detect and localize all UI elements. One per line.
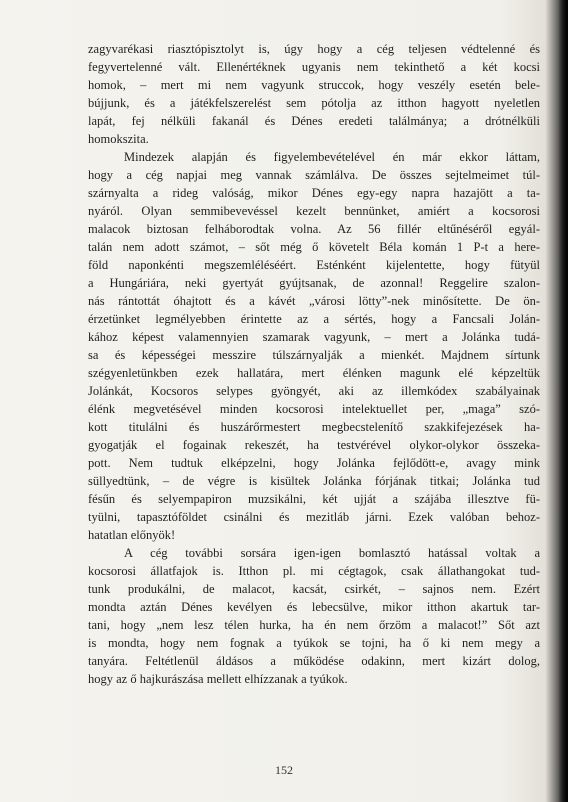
text-line: lapát, fej nélküli fakanál és Dénes eredeti találmánya; a drótnélküli [88, 114, 540, 128]
page-number: 152 [275, 763, 293, 777]
text-line: Jolánkát, Kocsoros selypes gyöngyét, aki az illemkódex szabályainak [88, 384, 540, 398]
text-line: kott titulálni és huszárőrmestert megbecstelenítő szakkifejezések ha- [88, 420, 540, 434]
text-line: tani, hogy „nem lesz télen hurka, ha én nem őrzöm a malacot!” Sőt azt [88, 618, 540, 632]
page-edge-shadow [558, 0, 568, 802]
text-line: föld naponkénti megszemléléséért. Esténként kijelentette, hogy fütyül [88, 258, 540, 272]
text-line: gyogatják el fogainak rekeszét, ha testvérével olykor-olykor összeka- [88, 438, 540, 452]
text-line: tanyára. Feltétlenül áldásos a működése odakinn, mert kizárt dolog, [88, 654, 540, 668]
text-line: a Hungáriára, neki gyertyát gyújtsanak, de azonnal! Reggelire szalon- [88, 276, 540, 290]
text-line: élénk megvetésével minden kocsorosi intelektuellet per, „maga” szó- [88, 402, 540, 416]
text-line: hogy a cég napjai meg vannak számlálva. De összes sejtelmeimet túl- [88, 168, 540, 182]
paragraph-first-line: Mindezek alapján és figyelembevételével én már ekkor láttam, [124, 150, 540, 164]
text-line: szégyenletünkben ezek hallatára, mert élénken magunk elé képzeltük [88, 366, 540, 380]
text-line: mondta aztán Dénes kevélyen és lebecsülve, mikor itthon akartuk tar- [88, 600, 540, 614]
text-line: zagyvarékasi riasztópisztolyt is, úgy hogy a cég teljesen védtelenné és [88, 42, 540, 56]
text-line: homok, – mert mi nem vagyunk struccok, hogy veszély esetén bele- [88, 78, 540, 92]
body-text [88, 40, 540, 688]
text-line: talán nem adott számot, – sőt még ő követelt Béla komán 1 P-t a here- [88, 240, 540, 254]
paragraph-first-line: A cég további sorsára igen-igen bomlasztó hatással voltak a [124, 546, 540, 560]
text-line: tunk produkálni, de malacot, kacsát, csirkét, – sajnos nem. Ezért [88, 582, 540, 596]
text-line: érzetünket legmélyebben érintette az a sértés, hogy a Fancsali Jolán- [88, 312, 540, 326]
text-line: tyülni, tapasztóföldet csinálni és mezitláb járni. Ezek valóban behoz- [88, 510, 540, 524]
text-line: pott. Nem tudtuk elképzelni, hogy Jolánka fejlődött-e, avagy mink [88, 456, 540, 470]
text-line: süllyedtünk, – de végre is kisültek Jolánka fórjának titkai; Jolánka tud [88, 474, 540, 488]
text-line: is mondta, hogy nem fognak a tyúkok se tojni, ha ő ki nem megy a [88, 636, 540, 650]
text-line: fegyvertelenné vált. Ellenértéknek ugyanis nem tekinthető a két kocsi [88, 60, 540, 74]
text-line: szárnyalta a rideg valóság, mikor Dénes egy-egy napra hazajött a ta- [88, 186, 540, 200]
text-line: homokszita. [88, 132, 149, 146]
text-line: sa és képességei messzire túlszárnyalják a mienkét. Majdnem sírtunk [88, 348, 540, 362]
text-line: fésűn és selyempapiron muzsikálni, két ujját a szájába illesztve fü- [88, 492, 540, 506]
text-line: kához képest valamennyien szamarak vagyunk, – mert a Jolánka tudá- [88, 330, 540, 344]
text-line: nás rántottát óhajtott és a kávét „városi lötty”-nek minősítette. De ön- [88, 294, 540, 308]
text-line: nyáról. Olyan semmibevevéssel kezelt bennünket, amiért a kocsorosi [88, 204, 540, 218]
text-line: kocsorosi állatfajok is. Itthon pl. mi cégtagok, csak állathangokat tud- [88, 564, 540, 578]
text-line: hogy az ő hajkurászása mellett elhízzanak a tyúkok. [88, 672, 348, 686]
text-line: bújjunk, és a játékfelszerelést sem pótolja az itthon hagyott nyeletlen [88, 96, 540, 110]
text-line: malacok biztosan felháborodtak volna. Az 56 fillér eltűnéséről egyál- [88, 222, 540, 236]
text-line: hatatlan előnyök! [88, 528, 176, 542]
